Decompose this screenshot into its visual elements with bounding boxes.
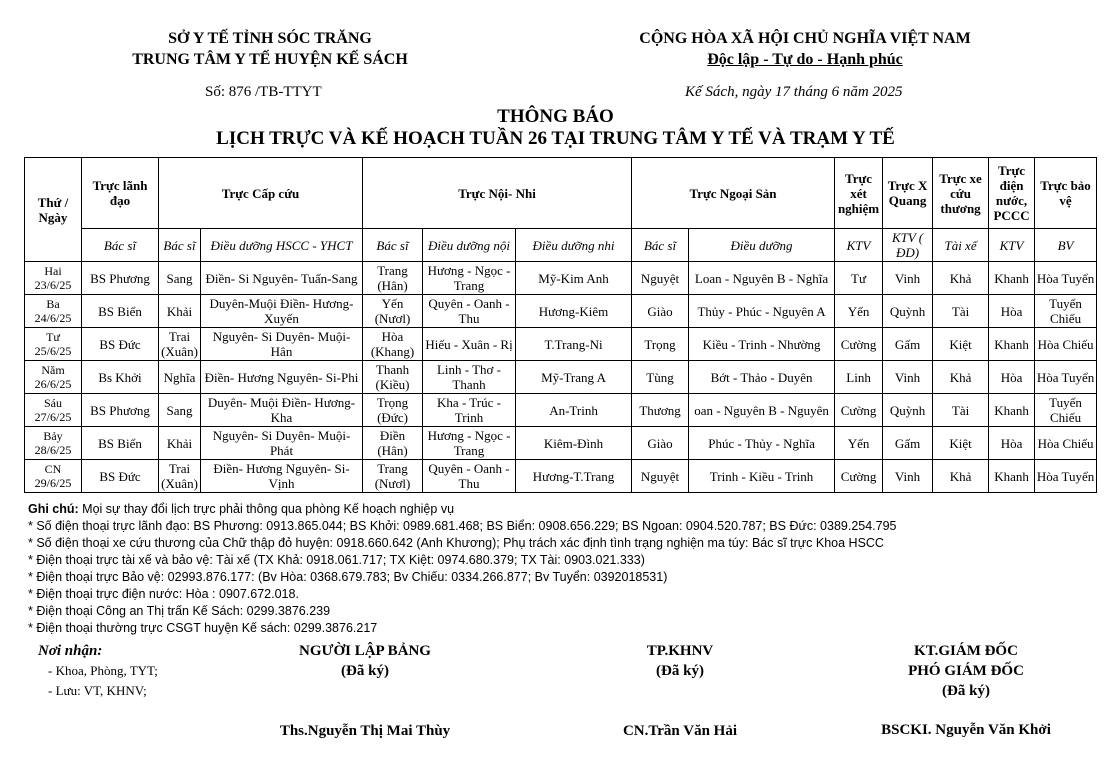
cell-leader: BS Biển <box>82 295 159 328</box>
day-date: 27/6/25 <box>34 410 72 424</box>
table-row <box>25 394 1097 427</box>
cell-su-doctor: Giào <box>632 427 689 460</box>
cell-em-doctor: Khải <box>159 295 201 328</box>
cell-su-doctor: Nguyệt <box>632 262 689 295</box>
cell-in-doctor: Trọng (Đức) <box>363 394 423 427</box>
cell-day <box>25 460 82 493</box>
header-xray: Trực X Quang <box>883 158 933 229</box>
document-date: Kế Sách, ngày 17 tháng 6 năm 2025 <box>685 84 903 100</box>
cell-su-doctor: Trọng <box>632 328 689 361</box>
planning-name: CN.Trần Văn Hải <box>622 723 738 739</box>
cell-su-nurse: Trinh - Kiều - Trinh <box>689 460 835 493</box>
sub-ped-nurse: Điều dưỡng nhi <box>516 229 632 262</box>
cell-su-nurse: Thủy - Phúc - Nguyên A <box>689 295 835 328</box>
cell-xray: Quỳnh <box>883 295 933 328</box>
table-group-header-row <box>25 158 1097 229</box>
preparer-name: Ths.Nguyễn Thị Mai Thùy <box>279 723 451 739</box>
cell-su-doctor: Giào <box>632 295 689 328</box>
cell-guard: Hòa Chiếu <box>1035 427 1097 460</box>
note-line: * Điện thoại trực điện nước: Hòa : 0907.672.018. <box>28 587 299 601</box>
cell-xray: Gấm <box>883 427 933 460</box>
note-change-policy: Mọi sự thay đổi lịch trực phải thông qua phòng Kế hoạch nghiệp vụ <box>78 502 455 516</box>
cell-xray: Gấm <box>883 328 933 361</box>
national-motto: Độc lập - Tự do - Hạnh phúc <box>707 51 903 68</box>
cell-leader: BS Đức <box>82 328 159 361</box>
header-utilities: Trực điện nước, PCCC <box>989 158 1035 229</box>
cell-in-doctor: Yến (Nươl) <box>363 295 423 328</box>
cell-guard: Hòa Tuyển <box>1035 460 1097 493</box>
day-date: 28/6/25 <box>34 443 72 457</box>
cell-power: Khanh <box>989 460 1035 493</box>
day-name: Năm <box>41 363 65 377</box>
cell-in-doctor: Trang (Hân) <box>363 262 423 295</box>
cell-leader: BS Phương <box>82 394 159 427</box>
table-row <box>25 460 1097 493</box>
day-date: 26/6/25 <box>34 377 72 391</box>
header-emergency: Trực Cấp cứu <box>159 158 363 229</box>
cell-em-nurse: Điền- Si Nguyên- Tuấn-Sang <box>201 262 363 295</box>
document-subtitle: LỊCH TRỰC VÀ KẾ HOẠCH TUẦN 26 TẠI TRUNG TÂM Y TẾ VÀ TRẠM Y TẾ <box>216 128 895 149</box>
header-surgery-obstetrics: Trực Ngoại Sản <box>632 158 835 229</box>
note-line: * Số điện thoại trực lãnh đạo: BS Phương: 0913.865.044; BS Khởi: 0989.681.468; BS Biển: 0908.656.229; BS Ngoan: 0904.520.787; BS Đức: 0389.254.795 <box>28 519 897 533</box>
cell-in-nurse: Kha - Trúc - Trinh <box>423 394 516 427</box>
issuer-block <box>100 28 440 70</box>
note-line: * Điện thoại trực Bảo vệ: 02993.876.177: (Bv Hòa: 0368.679.783; Bv Chiếu: 0334.266.877; Bv Tuyển: 0392018531) <box>28 570 668 584</box>
cell-xray: Vinh <box>883 460 933 493</box>
sub-power: KTV <box>989 229 1035 262</box>
cell-in-nurse: Quyên - Oanh - Thu <box>423 460 516 493</box>
cell-su-nurse: Phúc - Thủy - Nghĩa <box>689 427 835 460</box>
cell-driver: Kiệt <box>933 328 989 361</box>
director-signed: (Đã ký) <box>942 683 990 699</box>
cell-in-nurse: Linh - Thơ - Thanh <box>423 361 516 394</box>
cell-power: Hòa <box>989 427 1035 460</box>
header-ambulance: Trực xe cứu thương <box>933 158 989 229</box>
table-row <box>25 361 1097 394</box>
cell-ped-nurse: T.Trang-Ni <box>516 328 632 361</box>
director-name: BSCKI. Nguyễn Văn Khởi <box>881 722 1051 738</box>
cell-lab: Linh <box>835 361 883 394</box>
sub-su-doctor: Bác sĩ <box>632 229 689 262</box>
day-name: Tư <box>46 330 60 344</box>
cell-lab: Yến <box>835 295 883 328</box>
cell-su-doctor: Nguyệt <box>632 460 689 493</box>
cell-in-nurse: Hương - Ngọc - Trang <box>423 262 516 295</box>
cell-driver: Kiệt <box>933 427 989 460</box>
header-security: Trực bảo vệ <box>1035 158 1097 229</box>
recipients-block <box>38 641 158 701</box>
cell-in-nurse: Hiếu - Xuân - Rị <box>423 328 516 361</box>
cell-in-doctor: Trang (Nươl) <box>363 460 423 493</box>
recipients-label: Nơi nhận: <box>38 643 103 659</box>
cell-em-nurse: Nguyên- Si Duyên- Muội-Hân <box>201 328 363 361</box>
notes-section <box>28 501 1098 637</box>
cell-em-nurse: Duyên-Muội Điền- Hương-Xuyến <box>201 295 363 328</box>
cell-in-nurse: Hương - Ngọc - Trang <box>423 427 516 460</box>
cell-lab: Yến <box>835 427 883 460</box>
cell-in-doctor: Điền (Hân) <box>363 427 423 460</box>
cell-su-nurse: Kiều - Trinh - Nhường <box>689 328 835 361</box>
day-date: 25/6/25 <box>34 344 72 358</box>
cell-guard: Hòa Chiếu <box>1035 328 1097 361</box>
cell-em-doctor: Sang <box>159 262 201 295</box>
director-signature <box>846 641 1086 740</box>
national-title: CỘNG HÒA XÃ HỘI CHỦ NGHĨA VIỆT NAM <box>639 30 971 47</box>
cell-power: Khanh <box>989 262 1035 295</box>
note-line: * Điện thoại Công an Thị trấn Kế Sách: 0299.3876.239 <box>28 604 331 618</box>
table-row <box>25 427 1097 460</box>
cell-driver: Tài <box>933 394 989 427</box>
table-row <box>25 295 1097 328</box>
cell-driver: Khả <box>933 361 989 394</box>
day-name: CN <box>44 462 62 476</box>
table-row <box>25 262 1097 295</box>
cell-day <box>25 394 82 427</box>
cell-em-nurse: Nguyên- Si Duyên- Muội-Phát <box>201 427 363 460</box>
cell-em-doctor: Trai (Xuân) <box>159 460 201 493</box>
cell-driver: Khả <box>933 460 989 493</box>
header-internal-pediatrics: Trực Nội- Nhi <box>363 158 632 229</box>
cell-day <box>25 328 82 361</box>
cell-leader: Bs Khởi <box>82 361 159 394</box>
day-name: Hai <box>44 264 62 278</box>
table-sub-header-row <box>25 229 1097 262</box>
cell-em-nurse: Điền- Hương Nguyên- Si-Phi <box>201 361 363 394</box>
issuer-center: TRUNG TÂM Y TẾ HUYỆN KẾ SÁCH <box>132 51 408 68</box>
sub-em-nurse: Điều dưỡng HSCC - YHCT <box>201 229 363 262</box>
day-name: Ba <box>46 297 60 311</box>
cell-ped-nurse: An-Trinh <box>516 394 632 427</box>
notes-label: Ghi chú: <box>28 502 79 516</box>
day-name: Sáu <box>44 396 62 410</box>
cell-guard: Hòa Tuyển <box>1035 361 1097 394</box>
director-title: KT.GIÁM ĐỐC <box>914 643 1018 659</box>
cell-su-nurse: Bớt - Thảo - Duyên <box>689 361 835 394</box>
cell-day <box>25 295 82 328</box>
note-line: * Điện thoại trực tài xế và bảo vệ: Tài xế (TX Khả: 0918.061.717; TX Kiệt: 0974.680.379; TX Tài: 0903.021.333) <box>28 553 645 567</box>
cell-ped-nurse: Hương-T.Trang <box>516 460 632 493</box>
cell-em-doctor: Trai (Xuân) <box>159 328 201 361</box>
document-number: Số: 876 /TB-TTYT <box>205 84 322 100</box>
cell-power: Hòa <box>989 295 1035 328</box>
cell-driver: Tài <box>933 295 989 328</box>
cell-guard: Tuyển Chiếu <box>1035 394 1097 427</box>
document-title: THÔNG BÁO <box>497 106 614 127</box>
note-line: * Điện thoại thường trực CSGT huyện Kế sách: 0299.3876.217 <box>28 621 378 635</box>
sub-in-nurse: Điều dưỡng nội <box>423 229 516 262</box>
cell-em-nurse: Điền- Hương Nguyên- Si- Vịnh <box>201 460 363 493</box>
cell-day <box>25 262 82 295</box>
sub-su-nurse: Điều dưỡng <box>689 229 835 262</box>
cell-xray: Vinh <box>883 262 933 295</box>
preparer-signed: (Đã ký) <box>341 663 389 679</box>
national-motto-block <box>600 28 1010 70</box>
cell-in-nurse: Quyên - Oanh - Thu <box>423 295 516 328</box>
director-subtitle: PHÓ GIÁM ĐỐC <box>908 663 1024 679</box>
cell-power: Khanh <box>989 394 1035 427</box>
sub-lab: KTV <box>835 229 883 262</box>
cell-em-doctor: Khải <box>159 427 201 460</box>
cell-em-nurse: Duyên- Muội Điền- Hương-Kha <box>201 394 363 427</box>
table-row <box>25 328 1097 361</box>
cell-lab: Cường <box>835 328 883 361</box>
cell-day <box>25 361 82 394</box>
cell-ped-nurse: Kiêm-Đình <box>516 427 632 460</box>
planning-signature <box>565 641 795 741</box>
header-day: Thứ / Ngày <box>25 158 82 262</box>
cell-su-nurse: Loan - Nguyên B - Nghĩa <box>689 262 835 295</box>
cell-su-doctor: Thương <box>632 394 689 427</box>
cell-xray: Quỳnh <box>883 394 933 427</box>
cell-em-doctor: Nghĩa <box>159 361 201 394</box>
cell-xray: Vinh <box>883 361 933 394</box>
preparer-signature <box>250 641 480 741</box>
cell-ped-nurse: Mỹ-Kim Anh <box>516 262 632 295</box>
preparer-title: NGƯỜI LẬP BẢNG <box>299 643 431 659</box>
recipient-item: - Lưu: VT, KHNV; <box>48 683 147 698</box>
cell-su-doctor: Tùng <box>632 361 689 394</box>
header-leader: Trực lãnh đạo <box>82 158 159 229</box>
duty-schedule-table <box>24 157 1097 493</box>
sub-em-doctor: Bác sĩ <box>159 229 201 262</box>
cell-power: Hòa <box>989 361 1035 394</box>
sub-driver: Tài xế <box>933 229 989 262</box>
cell-guard: Hòa Tuyển <box>1035 262 1097 295</box>
cell-lab: Tư <box>835 262 883 295</box>
sub-xray: KTV ( ĐD) <box>883 229 933 262</box>
cell-guard: Tuyển Chiếu <box>1035 295 1097 328</box>
sub-leader: Bác sĩ <box>82 229 159 262</box>
planning-signed: (Đã ký) <box>656 663 704 679</box>
cell-leader: BS Đức <box>82 460 159 493</box>
cell-leader: BS Phương <box>82 262 159 295</box>
cell-lab: Cường <box>835 394 883 427</box>
note-line: * Số điện thoại xe cứu thương của Chữ thập đỏ huyện: 0918.660.642 (Anh Khương); Phụ trách xác định tình trạng nghiện ma túy: Bác sĩ trực Khoa HSCC <box>28 536 884 550</box>
note-line <box>28 501 1098 518</box>
cell-lab: Cường <box>835 460 883 493</box>
sub-in-doctor: Bác sĩ <box>363 229 423 262</box>
schedule-rows <box>25 262 1097 493</box>
day-date: 23/6/25 <box>34 278 72 292</box>
issuer-department: SỞ Y TẾ TỈNH SÓC TRĂNG <box>168 30 372 47</box>
day-date: 29/6/25 <box>34 476 72 490</box>
recipient-item: - Khoa, Phòng, TYT; <box>48 663 158 678</box>
cell-ped-nurse: Mỹ-Trang A <box>516 361 632 394</box>
cell-in-doctor: Thanh (Kiều) <box>363 361 423 394</box>
cell-power: Khanh <box>989 328 1035 361</box>
cell-in-doctor: Hòa (Khang) <box>363 328 423 361</box>
cell-day <box>25 427 82 460</box>
day-date: 24/6/25 <box>34 311 72 325</box>
header-lab: Trực xét nghiệm <box>835 158 883 229</box>
cell-driver: Khả <box>933 262 989 295</box>
day-name: Bảy <box>43 429 63 443</box>
planning-title: TP.KHNV <box>646 643 714 659</box>
cell-em-doctor: Sang <box>159 394 201 427</box>
sub-guard: BV <box>1035 229 1097 262</box>
cell-leader: BS Biển <box>82 427 159 460</box>
cell-ped-nurse: Hương-Kiêm <box>516 295 632 328</box>
cell-su-nurse: oan - Nguyên B - Nguyên <box>689 394 835 427</box>
